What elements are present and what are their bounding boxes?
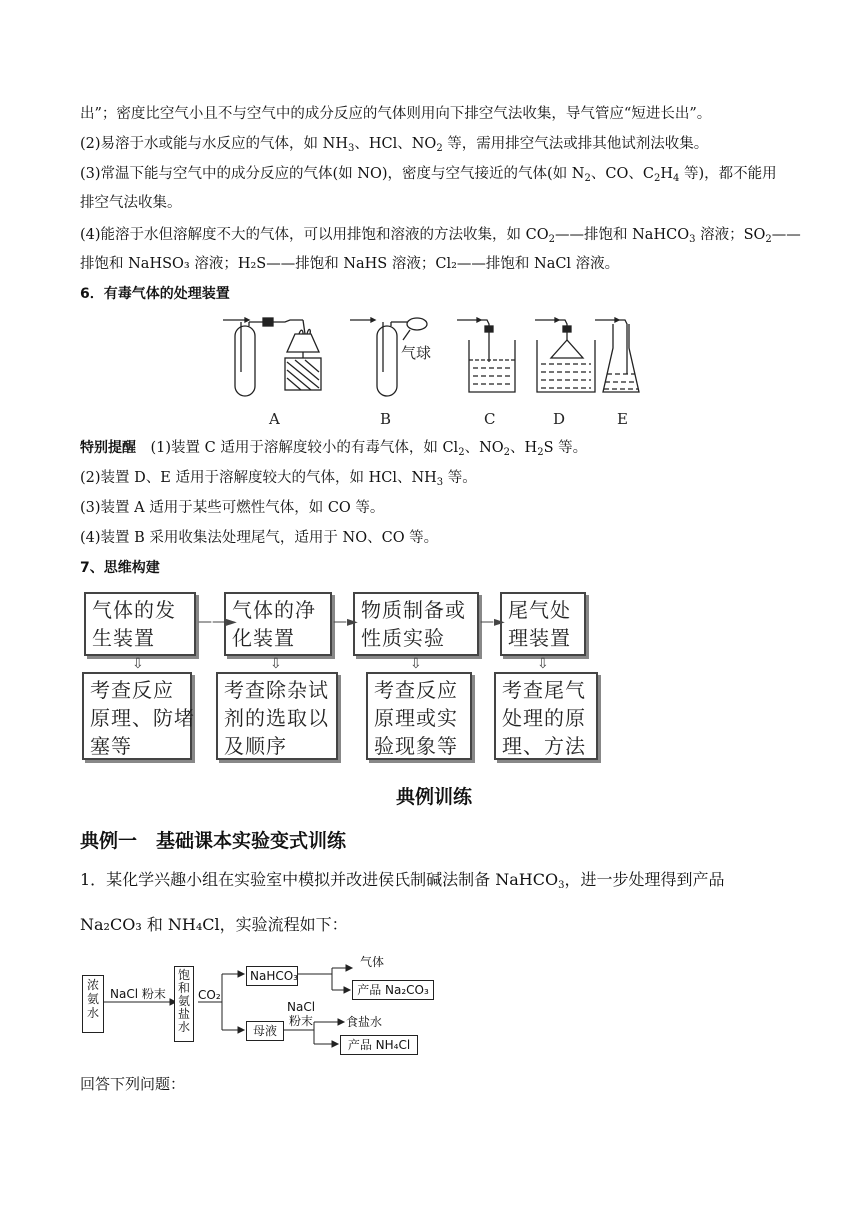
flow-bottom-reaction-principle: 考查反应 原理、防堵 塞等 — [82, 672, 192, 760]
question-1-line-2: Na₂CO₃ 和 NH₄Cl，实验流程如下： — [80, 915, 348, 934]
paragraph-reactive-gas-line2: 排空气法收集。 — [80, 195, 182, 211]
flow-bottom-phenomenon: 考查反应 原理或实 验现象等 — [366, 672, 472, 760]
section-7-title: 7、思维构建 — [80, 560, 160, 576]
box-product-na2co3: 产品 Na₂CO₃ — [352, 980, 434, 1000]
box-nahco3: NaHCO₃ — [246, 966, 298, 986]
tips-heading: 特别提醒 — [80, 440, 136, 456]
paragraph-soluble-gas: (2)易溶于水或能与水反应的气体，如 $NH_3$、HCl、$NO_2$ 等，需用排空气法或排其他试剂法收集。 — [80, 136, 709, 154]
box-sat-ammonia-brine: 饱 和 氨 盐 水 — [174, 966, 194, 1042]
label-nacl-powder-2: NaCl 粉末 — [287, 1000, 316, 1028]
apparatus-diagram — [215, 312, 655, 432]
balloon-label: 气球 — [401, 344, 432, 362]
apparatus-label-a: A — [269, 410, 280, 428]
tip-4: (4)装置 B 采用收集法处理尾气，适用于 NO、CO 等。 — [80, 530, 439, 546]
apparatus-label-d: D — [553, 410, 566, 428]
tip-3: (3)装置 A 适用于某些可燃性气体，如 CO 等。 — [80, 500, 385, 516]
training-title: 典例训练 — [395, 786, 472, 808]
apparatus-label-c: C — [484, 410, 496, 428]
paragraph-saturated-solution: (4)能溶于水但溶解度不大的气体，可以用排饱和溶液的方法收集，如 $CO_2——$排饱和 NaHCO$_3$ 溶液；$SO_2——$ — [80, 227, 801, 245]
apparatus-label-e: E — [617, 410, 628, 428]
flow-top-preparation-experiment: 物质制备或 性质实验 — [353, 592, 479, 656]
apparatus-label-b: B — [380, 410, 392, 428]
flow-arrow-down-3: ⇩ — [410, 656, 422, 672]
flow-arrow-right-3: —► — [480, 614, 505, 630]
flow-bottom-impurity-removal: 考查除杂试 剂的选取以 及顺序 — [216, 672, 338, 760]
section-6-title: 6．有毒气体的处理装置 — [80, 286, 230, 302]
answer-prompt: 回答下列问题： — [80, 1075, 186, 1093]
flow-top-tail-gas: 尾气处 理装置 — [500, 592, 586, 656]
flow-arrow-down-4: ⇩ — [537, 656, 549, 672]
paragraph-saturated-solution-line2: 排饱和 NaHSO₃ 溶液；H₂S——排饱和 NaHS 溶液；Cl₂——排饱和 NaCl 溶液。 — [80, 256, 620, 272]
paragraph-reactive-gas: (3)常温下能与空气中的成分反应的气体(如 NO)，密度与空气接近的气体(如 $N_2$、CO、$C_2H_4$ 等)，都不能用 — [80, 166, 777, 184]
label-brine: 食盐水 — [346, 1015, 383, 1029]
example-title: 典例一 基础课本实验变式训练 — [80, 830, 347, 852]
paragraph-collection-method: 出”；密度比空气小且不与空气中的成分反应的气体则用向下排空气法收集，导气管应“短进长出”。 — [80, 106, 712, 122]
box-product-nh4cl: 产品 NH₄Cl — [340, 1035, 418, 1055]
question-1-line-1: 1．某化学兴趣小组在实验室中模拟并改进侯氏制碱法制备 NaHCO$_3$，进一步处理得到产品 — [80, 870, 725, 891]
label-nacl-powder: NaCl 粉末 — [110, 987, 166, 1001]
box-mother-liquor: 母液 — [246, 1021, 284, 1041]
box-conc-ammonia: 浓 氨 水 — [82, 975, 104, 1033]
flow-top-gas-generation: 气体的发 生装置 — [84, 592, 196, 656]
label-gas: 气体 — [360, 955, 385, 969]
tip-1: 特别提醒 (1)装置 C 适用于溶解度较小的有毒气体，如 $Cl_2$、$NO_2$、$H_2S$ 等。 — [80, 440, 588, 458]
flow-bottom-tail-treatment: 考查尾气 处理的原 理、方法 — [494, 672, 598, 760]
flow-arrow-down-2: ⇩ — [270, 656, 282, 672]
label-co2: CO₂ — [198, 988, 221, 1002]
tip-2: (2)装置 D、E 适用于溶解度较大的气体，如 HCl、$NH_3$ 等。 — [80, 470, 477, 488]
flow-arrow-right-2: —► — [333, 614, 358, 630]
flow-arrow-right-1: ——► — [198, 614, 237, 630]
flow-arrow-down-1: ⇩ — [132, 656, 144, 672]
flow-top-gas-purification: 气体的净 化装置 — [224, 592, 332, 656]
